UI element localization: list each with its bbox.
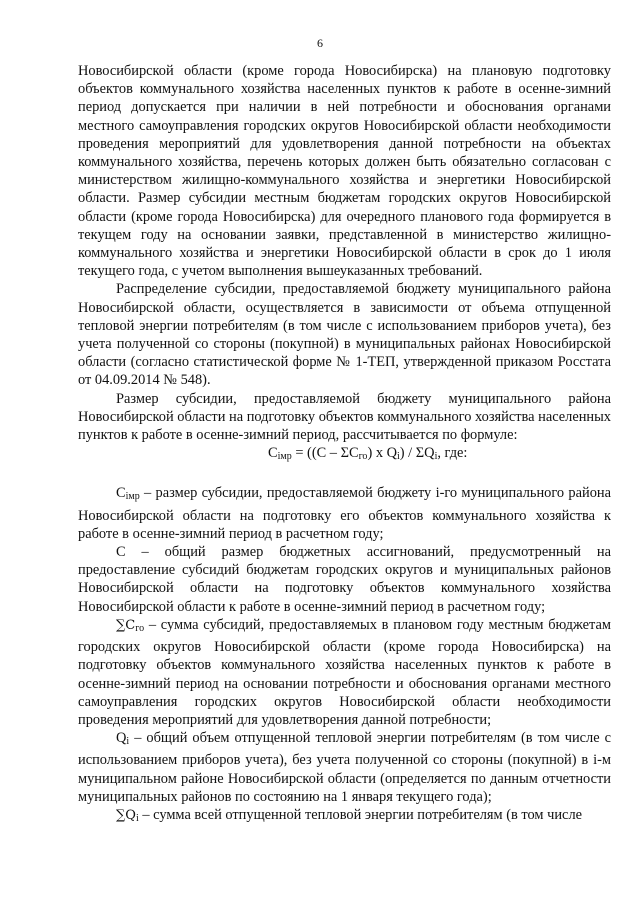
symbol-sum-c-go-subscript: го: [135, 622, 145, 634]
definition-sum-c-go-text: – сумма субсидий, предоставляемых в плановом году местным бюджетам городских округов Новосибирской области (кроме города Новосибирска) на подготовку объектов коммунального хозяйства населенных пунктов к работе в осенне-зимний период на основании потребности и обоснования органами местного самоуправления городских округов Новосибирской области необходимости проведения мероприятий для удовлетворения данной потребности;: [78, 616, 611, 728]
symbol-sum-q-i-subscript: i: [135, 812, 139, 824]
definition-q-i-text: – общий объем отпущенной тепловой энергии потребителям (в том числе с использованием приборов учета), без учета полученной со стороны (покупной) в i-м муниципальном районе Новосибирской области (определяется по данным отчетности муниципальных районов по состоянию на 1 января текущего года);: [78, 730, 611, 805]
formula-rhs-part-1: = ((C – ΣC: [291, 445, 359, 462]
formula-rhs-part-4: , где:: [437, 445, 468, 462]
document-body: [78, 62, 611, 828]
paragraph-2: Распределение субсидии, предоставляемой бюджету муниципального района Новосибирской области, осуществляется в зависимости от объема отпущенной тепловой энергии потребителям (в том числе с использованием приборов учета), без учета полученной со стороны (покупной) в муниципальных районах Новосибирской области (согласно статистической форме № 1-ТЕП, утвержденной приказом Росстата от 04.09.2014 № 548).: [78, 281, 611, 389]
paragraph-3: Размер субсидии, предоставляемой бюджету муниципального района Новосибирской области на подготовку объектов коммунального хозяйства населенных пунктов к работе в осенне-зимний период, рассчитывается по формуле:: [78, 390, 611, 444]
symbol-c-imr: C: [116, 485, 126, 502]
subsidy-formula: [78, 444, 611, 466]
symbol-sum-c-go: ∑C: [116, 617, 136, 633]
page-number: 6: [317, 36, 323, 50]
definition-q-i: [78, 729, 611, 806]
blank-line: [78, 466, 611, 484]
formula-subscript-i: i: [397, 451, 400, 463]
definition-c-imr: [78, 484, 611, 543]
definition-c: С – общий размер бюджетных ассигнований, предусмотренный на предоставление субсидий бюджетам городских округов и муниципальных районов Новосибирской области на подготовку объектов коммунального хозяйства Новосибирской области к работе в осенне-зимний период в расчетном году;: [78, 544, 611, 615]
formula-lhs-subscript: iмр: [277, 451, 292, 463]
definition-c-imr-text: – размер субсидии, предоставляемой бюджету i-го муниципального района Новосибирской области на подготовку его объектов коммунального хозяйства к работе в осенне-зимний период в расчетном году;: [78, 485, 611, 542]
formula-subscript-go: го: [358, 451, 368, 463]
symbol-sum-q-i: ∑Q: [116, 807, 136, 823]
paragraph-1: Новосибирской области (кроме города Новосибирска) на плановую подготовку объектов коммунального хозяйства населенных пунктов к работе в осенне-зимний период допускается при наличии в ней потребности и обоснования органами местного самоуправления городских округов Новосибирской области необходимости проведения мероприятий для удовлетворения данной потребности на объектах коммунального хозяйства, перечень которых должен быть обязательно согласован с министерством жилищно-коммунального хозяйства и энергетики Новосибирской области. Размер субсидии местным бюджетам городских округов Новосибирской области (кроме города Новосибирска) для очередного планового года формируется в текущем году на основании заявки, представленной в министерство жилищно-коммунального хозяйства и энергетики Новосибирской области в срок до 1 июля текущего года, с учетом выполнения вышеуказанных требований.: [78, 63, 611, 280]
formula-subscript-i-sum: i: [434, 451, 438, 463]
formula-rhs-part-3: ) / ΣQ: [399, 445, 435, 462]
symbol-c-imr-subscript: iмр: [125, 491, 140, 503]
symbol-q-i: Q: [116, 730, 127, 747]
definition-sum-q-i: [78, 806, 611, 828]
definition-sum-c-go: [78, 616, 611, 729]
formula-lhs: C: [268, 445, 278, 462]
symbol-q-i-subscript: i: [126, 736, 130, 748]
formula-rhs-part-2: ) x Q: [367, 445, 398, 462]
definition-sum-q-i-text: – сумма всей отпущенной тепловой энергии потребителям (в том числе: [138, 806, 583, 823]
